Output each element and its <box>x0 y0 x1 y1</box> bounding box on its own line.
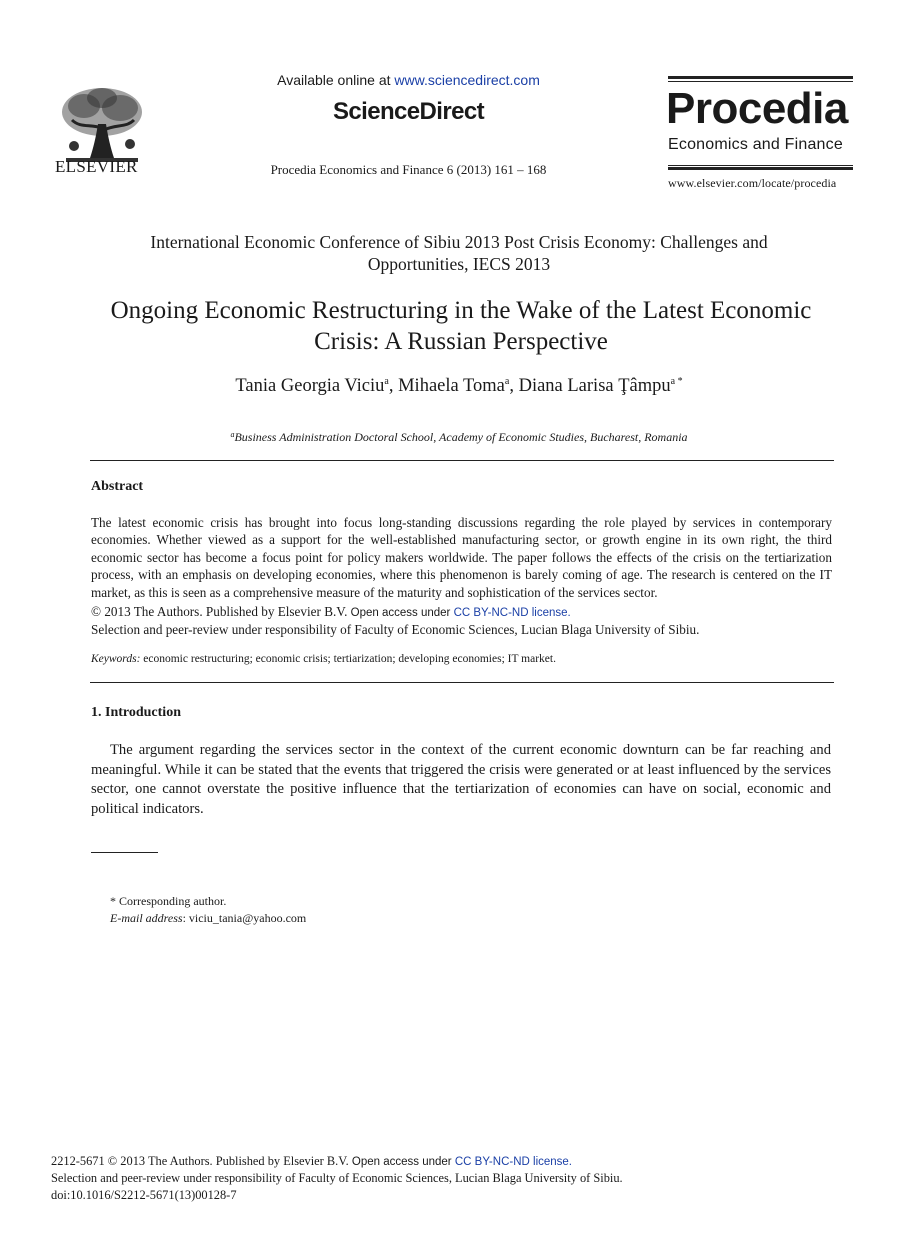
section-paragraph: The argument regarding the services sector in the context of the current economic downturn can be far reaching and meaningful. While it can be stated that the events that triggered the crisis were generated or at least influenced by the services sector, one cannot overstate the positive influence that the tertiarization of economies can have on social, economic and political indicators. <box>91 742 831 817</box>
author-mark: a * <box>670 376 683 387</box>
affiliation-mark: a <box>230 430 235 439</box>
author-separator: , <box>388 376 399 396</box>
footer-issn: 2212-5671 © 2013 The Authors. Published by Elsevier B.V. <box>51 1154 349 1168</box>
sciencedirect-brand: ScienceDirect <box>333 98 484 125</box>
peer-review-note: Selection and peer-review under responsibility of Faculty of Economic Sciences, Lucian Blaga University of Sibiu. <box>91 622 700 637</box>
email-address[interactable]: : viciu_tania@yahoo.com <box>182 911 307 925</box>
author-mark: a <box>504 376 510 387</box>
footer-license-link[interactable]: CC BY-NC-ND license. <box>454 1156 572 1168</box>
corresponding-author-note: * Corresponding author. <box>110 894 227 908</box>
email-note <box>110 911 306 926</box>
paper-title: Ongoing Economic Restructuring in the Wake of the Latest Economic Crisis: A Russian Perspective <box>110 297 812 355</box>
affiliation <box>100 430 818 445</box>
open-access-text: Open access under <box>347 607 454 619</box>
abstract-body: The latest economic crisis has brought into focus long-standing discussions regarding the role played by services in contemporary economies. Whether viewed as a support for the well-established manufacturing sector, or growth engine in its own right, the third economic sector has become a focus point for policy makers worldwide. The paper follows the effects of the crisis on the tertiarization process, with an emphasis on developing economies, where this phenomenon is barely coming of age. The research is centered on the IT market, as this is seen as a comprehensive measure of the maturity and sophistication of the services sector. <box>91 515 832 600</box>
procedia-rule <box>668 81 853 82</box>
footer-peer-review: Selection and peer-review under responsibility of Faculty of Economic Sciences, Lucian Blaga University of Sibiu. <box>51 1171 623 1185</box>
author-mark: a <box>384 376 389 387</box>
section-heading: 1. Introduction <box>91 705 181 720</box>
journal-reference: Procedia Economics and Finance 6 (2013) 161 – 168 <box>270 162 547 177</box>
conference-name: International Economic Conference of Sibiu 2013 Post Crisis Economy: Challenges and Opportunities, IECS 2013 <box>150 232 768 274</box>
keywords-list: economic restructuring; economic crisis; tertiarization; developing economies; IT market. <box>140 653 556 665</box>
footer-doi[interactable]: doi:10.1016/S2212-5671(13)00128-7 <box>51 1188 237 1202</box>
procedia-wordmark: Procedia <box>666 84 848 133</box>
abstract-heading: Abstract <box>91 479 144 494</box>
abstract-bottom-rule <box>90 682 834 683</box>
author-name: Tania Georgia Viciu <box>235 376 385 396</box>
license-link[interactable]: CC BY-NC-ND license. <box>453 607 571 619</box>
affiliation-text: Business Administration Doctoral School, Academy of Economic Studies, Bucharest, Romania <box>234 430 688 444</box>
author-separator: , <box>509 376 519 396</box>
procedia-rule <box>668 165 853 166</box>
keywords-label: Keywords: <box>91 653 141 665</box>
footer-copyright <box>51 1154 572 1169</box>
copyright-line <box>91 604 571 620</box>
publisher-wordmark: ELSEVIER <box>55 157 138 176</box>
sciencedirect-link[interactable]: www.sciencedirect.com <box>394 72 540 88</box>
available-prefix: Available online at <box>277 72 395 88</box>
author-name: Diana Larisa Ţâmpu <box>518 376 671 396</box>
author-list <box>100 376 818 397</box>
procedia-url[interactable]: www.elsevier.com/locate/procedia <box>668 176 837 190</box>
procedia-rule <box>668 167 853 170</box>
keywords-line <box>91 653 556 665</box>
procedia-rule <box>668 76 853 79</box>
footnote-rule <box>91 852 158 853</box>
abstract-top-rule <box>90 460 834 461</box>
procedia-subtitle: Economics and Finance <box>668 136 843 153</box>
copyright-text: © 2013 The Authors. Published by Elsevier B.V. <box>91 604 348 619</box>
email-label: E-mail address <box>110 911 183 925</box>
author-name: Mihaela Toma <box>398 376 505 396</box>
footer-open-access: Open access under <box>348 1156 455 1168</box>
